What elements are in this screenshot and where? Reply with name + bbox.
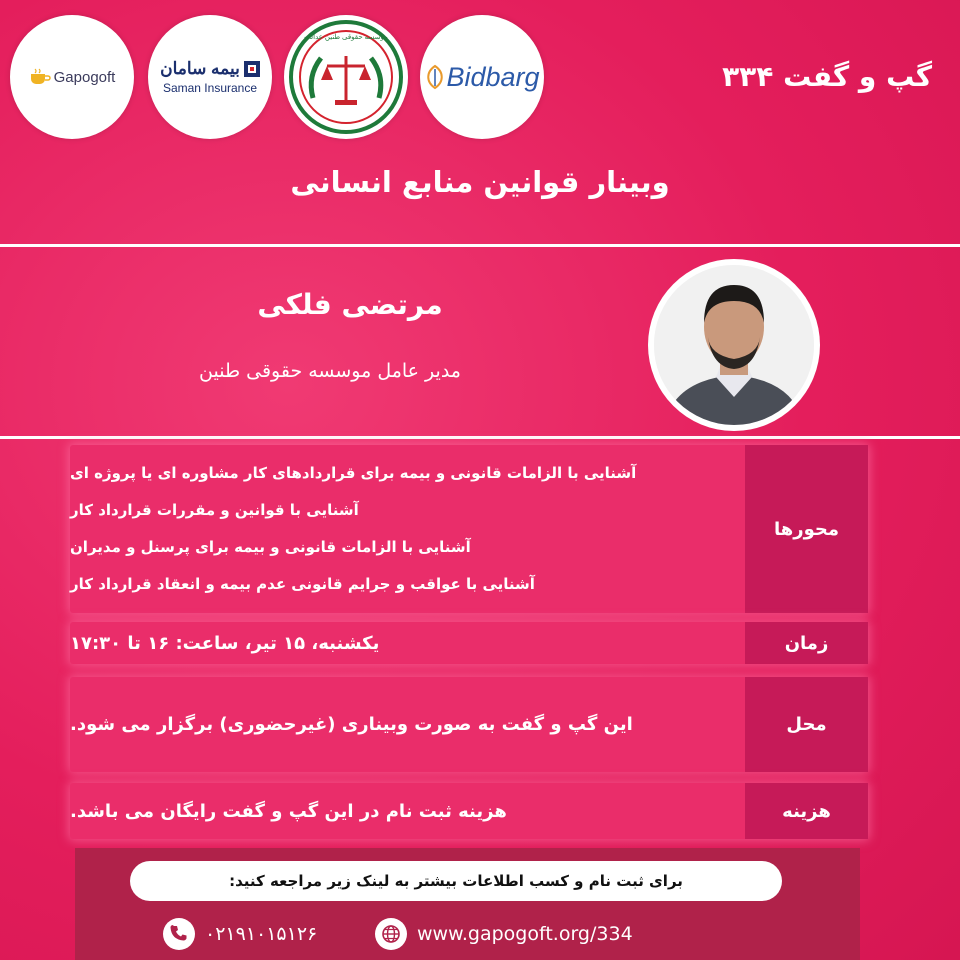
leaf-icon: [424, 64, 446, 90]
episode-title: گپ و گفت ۳۳۴: [722, 60, 932, 93]
cost-value: هزینه ثبت نام در این گپ و گفت رایگان می باشد.: [70, 800, 507, 822]
adalat-law-logo: [284, 15, 408, 139]
place-value: این گپ و گفت به صورت وبیناری (غیرحضوری) برگزار می شود.: [70, 714, 633, 735]
saman-logo-fa-text: بیمه سامان: [160, 59, 240, 78]
website-contact[interactable]: [375, 918, 633, 950]
topic-item: آشنایی با قوانین و مقررات قرارداد کار: [70, 501, 359, 519]
globe-icon: [375, 918, 407, 950]
bidbarg-logo-text: Bidbarg: [446, 61, 540, 92]
webinar-title: وبینار قوانین منابع انسانی: [290, 165, 670, 199]
phone-contact[interactable]: [163, 918, 317, 950]
website-link[interactable]: www.gapogoft.org/334: [417, 923, 633, 945]
saman-mark-icon: [244, 61, 260, 77]
speaker-name: مرتضی فلکی: [257, 288, 443, 321]
phone-icon: [163, 918, 195, 950]
topic-item: آشنایی با الزامات قانونی و بیمه برای پرسنل و مدیران: [70, 538, 471, 556]
gapogoft-logo-text: Gapogoft: [53, 68, 116, 86]
cost-label: هزینه: [745, 783, 868, 839]
time-label: زمان: [745, 622, 868, 664]
topics-panel: [70, 445, 868, 613]
cost-panel: [70, 783, 868, 839]
registration-cta: برای ثبت نام و کسب اطلاعات بیشتر به لینک زیر مراجعه کنید:: [130, 861, 782, 901]
speaker-portrait-icon: [654, 265, 814, 425]
cup-icon: [29, 68, 51, 86]
speaker-role: مدیر عامل موسسه حقوقی طنین: [199, 360, 461, 382]
bidbarg-logo: [420, 15, 544, 139]
topics-label: محورها: [745, 445, 868, 613]
place-panel: [70, 677, 868, 772]
divider: [0, 436, 960, 439]
saman-insurance-logo: [148, 15, 272, 139]
time-value: یکشنبه، ۱۵ تیر، ساعت: ۱۶ تا ۱۷:۳۰: [70, 632, 380, 654]
place-label: محل: [745, 677, 868, 772]
footer: [75, 848, 860, 960]
topics-list: [70, 445, 745, 613]
phone-number[interactable]: ۰۲۱۹۱۰۱۵۱۲۶: [205, 923, 318, 945]
topic-item: آشنایی با عواقب و جرایم قانونی عدم بیمه و انعقاد قرارداد کار: [70, 575, 535, 593]
saman-logo-en-text: Saman Insurance: [162, 81, 258, 95]
adalat-logo-text: موسسه حقوقی طنین عدالت: [304, 34, 388, 41]
topic-item: آشنایی با الزامات قانونی و بیمه برای قراردادهای کار مشاوره ای یا پروژه ای: [70, 464, 637, 482]
speaker-avatar: [648, 259, 820, 431]
gapogoft-logo: [10, 15, 134, 139]
divider: [0, 244, 960, 247]
time-panel: [70, 622, 868, 664]
